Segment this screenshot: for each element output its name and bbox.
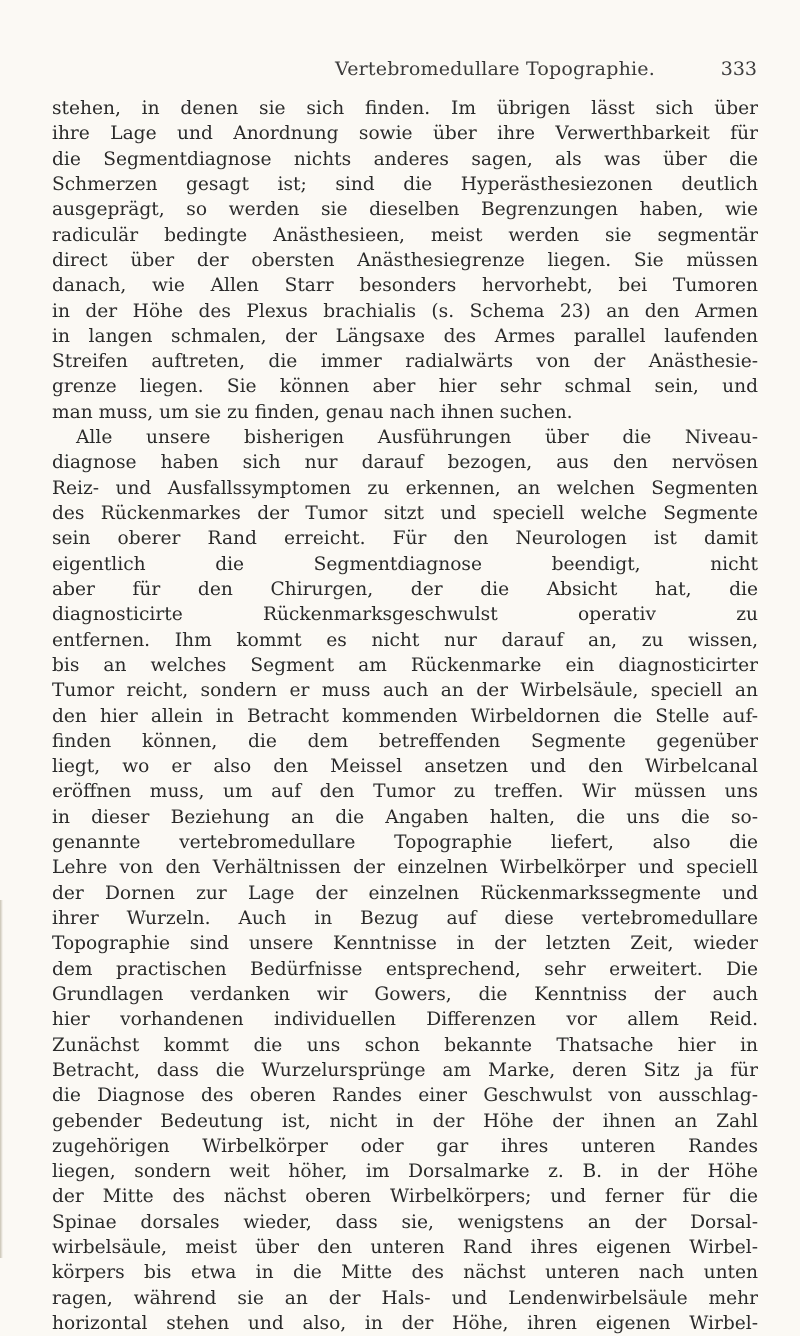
text-line: danach, wie Allen Starr besonders hervorhebt, bei Tumoren — [52, 275, 758, 297]
text-line: Reiz- und Ausfallssymptomen zu erkennen, an welchen Segmenten — [52, 477, 758, 499]
text-line: den hier allein in Betracht kommenden Wirbeldornen die Stelle auf- — [52, 705, 758, 727]
text-line: direct über der obersten Anästhesiegrenze liegen. Sie müssen — [52, 249, 758, 271]
text-line: aber für den Chirurgen, der die Absicht hat, die — [52, 578, 758, 600]
text-line: gebender Bedeutung ist, nicht in der Höhe der ihnen an Zahl — [52, 1110, 758, 1132]
text-line: Spinae dorsales wieder, dass sie, wenigstens an der Dorsal- — [52, 1211, 758, 1233]
text-line: zugehörigen Wirbelkörper oder gar ihres unteren Randes — [52, 1135, 758, 1157]
text-line: finden können, die dem betreffenden Segmente gegenüber — [52, 730, 758, 752]
text-line: ragen, während sie an der Hals- und Lendenwirbelsäule mehr — [52, 1287, 758, 1309]
text-line: ihre Lage und Anordnung sowie über ihre Verwerthbarkeit für — [52, 123, 758, 145]
text-line: Alle unsere bisherigen Ausführungen über die Niveau- — [76, 427, 758, 449]
page-edge-shadow — [0, 900, 3, 1258]
text-line: Zunächst kommt die uns schon bekannte Thatsache hier in — [52, 1034, 758, 1056]
text-line: eigentlich die Segmentdiagnose beendigt, nicht — [52, 553, 758, 575]
text-line: liegen, sondern weit höher, im Dorsalmarke z. B. in der Höhe — [52, 1161, 758, 1183]
text-line: die Segmentdiagnose nichts anderes sagen, als was über die — [52, 148, 758, 170]
text-line: horizontal stehen und also, in der Höhe, ihren eigenen Wirbel- — [52, 1313, 758, 1334]
text-line: die Diagnose des oberen Randes einer Geschwulst von ausschlag- — [52, 1085, 758, 1107]
text-line: genannte vertebromedullare Topographie liefert, also die — [52, 832, 758, 854]
text-line: diagnosticirte Rückenmarksgeschwulst operativ zu — [52, 604, 758, 626]
text-line: Schmerzen gesagt ist; sind die Hyperästhesiezonen deutlich — [52, 173, 758, 195]
text-line: Betracht, dass die Wurzelursprünge am Marke, deren Sitz ja für — [52, 1059, 758, 1081]
text-line: diagnose haben sich nur darauf bezogen, aus den nervösen — [52, 452, 758, 474]
text-line: Grundlagen verdanken wir Gowers, die Kenntniss der auch — [52, 983, 758, 1005]
text-line: dem practischen Bedürfnisse entsprechend, sehr erweitert. Die — [52, 958, 758, 980]
text-line: liegt, wo er also den Meissel ansetzen und den Wirbelcanal — [52, 756, 758, 778]
text-line: der Mitte des nächst oberen Wirbelkörpers; und ferner für die — [52, 1186, 758, 1208]
text-line: der Dornen zur Lage der einzelnen Rückenmarkssegmente und — [52, 882, 758, 904]
text-line: Lehre von den Verhältnissen der einzelnen Wirbelkörper und speciell — [52, 857, 758, 879]
text-line: stehen, in denen sie sich finden. Im übrigen lässt sich über — [52, 98, 758, 119]
text-line: körpers bis etwa in die Mitte des nächst unteren nach unten — [52, 1262, 758, 1284]
page-number: 333 — [720, 58, 757, 80]
text-line: ausgeprägt, so werden sie dieselben Begrenzungen haben, wie — [52, 199, 758, 221]
text-line: Topographie sind unsere Kenntnisse in der letzten Zeit, wieder — [52, 933, 758, 955]
text-line: grenze liegen. Sie können aber hier sehr schmal sein, und — [52, 376, 758, 398]
text-line: bis an welches Segment am Rückenmarke ein diagnosticirter — [52, 654, 758, 676]
text-line: in langen schmalen, der Längsaxe des Armes parallel laufenden — [52, 325, 758, 347]
running-title: Vertebromedullare Topographie. — [335, 58, 655, 80]
body-text — [52, 96, 758, 1336]
text-line: ihrer Wurzeln. Auch in Bezug auf diese vertebromedullare — [52, 908, 758, 929]
text-line: Tumor reicht, sondern er muss auch an der Wirbelsäule, speciell an — [52, 680, 758, 702]
text-line: hier vorhandenen individuellen Differenzen vor allem Reid. — [52, 1009, 758, 1031]
text-line: entfernen. Ihm kommt es nicht nur darauf an, zu wissen, — [52, 629, 758, 651]
text-line: des Rückenmarkes der Tumor sitzt und speciell welche Segmente — [52, 503, 758, 524]
page-header — [0, 58, 800, 84]
text-line: wirbelsäule, meist über den unteren Rand ihres eigenen Wirbel- — [52, 1237, 758, 1259]
text-line: radiculär bedingte Anästhesieen, meist werden sie segmentär — [52, 224, 758, 246]
text-line: sein oberer Rand erreicht. Für den Neurologen ist damit — [52, 528, 758, 550]
text-line: eröffnen muss, um auf den Tumor zu treffen. Wir müssen uns — [52, 781, 758, 803]
text-line: in dieser Beziehung an die Angaben halten, die uns die so- — [52, 806, 758, 828]
text-line: in der Höhe des Plexus brachialis (s. Schema 23) an den Armen — [52, 300, 758, 322]
text-line: man muss, um sie zu finden, genau nach ihnen suchen. — [52, 401, 573, 423]
text-line: Streifen auftreten, die immer radialwärts von der Anästhesie- — [52, 351, 758, 373]
